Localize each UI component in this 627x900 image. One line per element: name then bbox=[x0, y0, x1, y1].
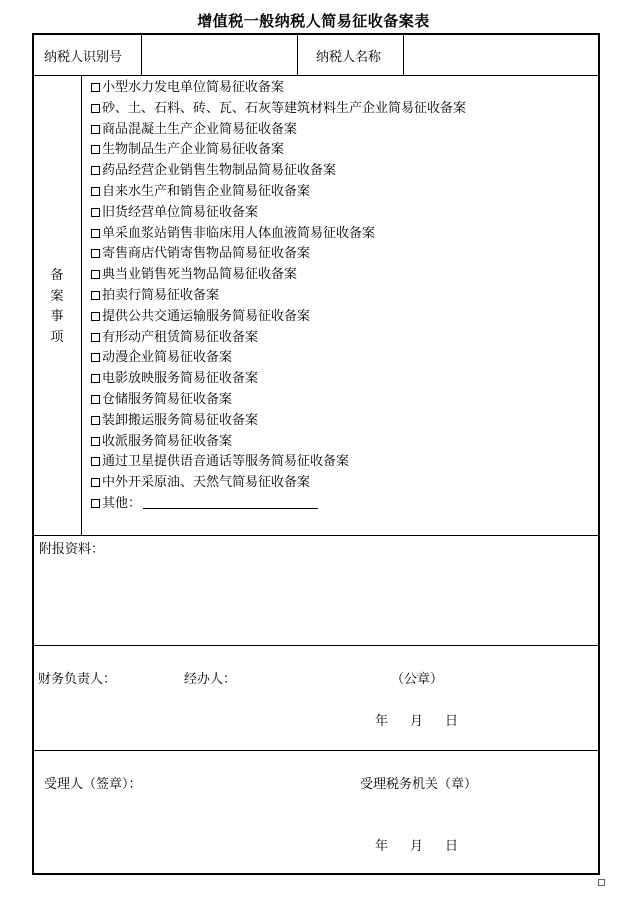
row-divider bbox=[33, 75, 599, 76]
seal-label: （公章） bbox=[391, 672, 444, 687]
checkbox[interactable] bbox=[91, 166, 100, 175]
checkbox[interactable] bbox=[91, 437, 100, 446]
checkbox[interactable] bbox=[91, 270, 100, 279]
date-day: 日 bbox=[445, 839, 459, 854]
other-input-line[interactable] bbox=[143, 496, 318, 509]
item-label: 小型水力发电单位简易征收备案 bbox=[102, 80, 285, 95]
item-label: 自来水生产和销售企业简易征收备案 bbox=[102, 183, 311, 199]
taxpayer-name-label: 纳税人名称 bbox=[316, 50, 382, 65]
item-label: 生物制品生产企业简易征收备案 bbox=[102, 142, 285, 158]
list-item bbox=[91, 99, 466, 120]
checkbox[interactable] bbox=[91, 187, 100, 196]
handler-label: 经办人： bbox=[184, 672, 237, 687]
list-item bbox=[91, 369, 466, 390]
attachments-label: 附报资料： bbox=[39, 542, 105, 557]
list-item bbox=[91, 244, 466, 265]
item-label: 药品经营企业销售生物制品简易征收备案 bbox=[102, 163, 337, 179]
taxpayer-name-field[interactable] bbox=[408, 38, 596, 72]
item-label: 旧货经营单位简易征收备案 bbox=[102, 204, 259, 220]
filing-checklist bbox=[91, 78, 466, 515]
item-label: 商品混凝土生产企业简易征收备案 bbox=[102, 121, 298, 137]
date-day: 日 bbox=[445, 714, 459, 729]
col-divider bbox=[141, 34, 142, 75]
col-divider bbox=[81, 75, 82, 535]
filing-label-char: 事 bbox=[50, 309, 64, 324]
checkbox[interactable] bbox=[91, 457, 100, 466]
list-item bbox=[91, 452, 466, 473]
item-label: 寄售商店代销寄售物品简易征收备案 bbox=[102, 246, 311, 262]
checkbox[interactable] bbox=[91, 291, 100, 300]
checkbox[interactable] bbox=[91, 125, 100, 134]
row-divider bbox=[33, 645, 599, 646]
item-label: 动漫企业简易征收备案 bbox=[102, 350, 233, 366]
checkbox[interactable] bbox=[91, 145, 100, 154]
list-item bbox=[91, 390, 466, 411]
list-item bbox=[91, 182, 466, 203]
item-label: 仓储服务简易征收备案 bbox=[102, 391, 233, 407]
filing-label-char: 项 bbox=[50, 329, 64, 345]
item-label: 装卸搬运服务简易征收备案 bbox=[102, 412, 259, 428]
list-item bbox=[91, 328, 466, 349]
checkbox[interactable] bbox=[91, 374, 100, 383]
taxpayer-id-field[interactable] bbox=[146, 38, 294, 72]
other-label: 其他： bbox=[102, 495, 142, 511]
row-divider bbox=[33, 750, 599, 751]
checkbox[interactable] bbox=[91, 353, 100, 362]
date-year: 年 bbox=[375, 839, 389, 854]
list-item bbox=[91, 161, 466, 182]
item-label: 通过卫星提供语音通话等服务简易征收备案 bbox=[102, 454, 350, 470]
checkbox[interactable] bbox=[91, 312, 100, 321]
item-label: 中外开采原油、天然气简易征收备案 bbox=[102, 475, 311, 491]
filing-items-label bbox=[44, 266, 70, 348]
form-title: 增值税一般纳税人简易征收备案表 bbox=[197, 12, 430, 30]
date-month: 月 bbox=[410, 714, 424, 729]
checkbox[interactable] bbox=[91, 395, 100, 404]
authority-label: 受理税务机关（章） bbox=[360, 777, 478, 792]
list-item-other bbox=[91, 494, 466, 515]
item-label: 收派服务简易征收备案 bbox=[102, 433, 233, 449]
col-divider bbox=[403, 34, 404, 75]
item-label: 典当业销售死当物品简易征收备案 bbox=[102, 267, 298, 283]
list-item bbox=[91, 286, 466, 307]
item-label: 电影放映服务简易征收备案 bbox=[102, 371, 259, 387]
finance-head-label: 财务负责人： bbox=[38, 672, 117, 687]
col-divider bbox=[297, 34, 298, 75]
item-label: 单采血浆站销售非临床用人体血液简易征收备案 bbox=[102, 225, 376, 241]
list-item bbox=[91, 348, 466, 369]
list-item bbox=[91, 265, 466, 286]
item-label: 拍卖行简易征收备案 bbox=[102, 287, 220, 303]
filing-label-char: 案 bbox=[50, 288, 64, 304]
list-item bbox=[91, 140, 466, 161]
receiver-label: 受理人（签章）： bbox=[44, 777, 142, 792]
checkbox[interactable] bbox=[91, 499, 100, 508]
item-label: 有形动产租赁简易征收备案 bbox=[102, 329, 259, 345]
checkbox[interactable] bbox=[91, 229, 100, 238]
item-label: 提供公共交通运输服务简易征收备案 bbox=[102, 308, 311, 324]
list-item bbox=[91, 224, 466, 245]
date-year: 年 bbox=[375, 714, 389, 729]
list-item bbox=[91, 78, 466, 99]
resize-handle[interactable] bbox=[598, 879, 605, 886]
date-month: 月 bbox=[410, 839, 424, 854]
checkbox[interactable] bbox=[91, 208, 100, 217]
checkbox[interactable] bbox=[91, 333, 100, 342]
filing-label-char: 备 bbox=[50, 268, 64, 283]
list-item bbox=[91, 473, 466, 494]
row-divider bbox=[33, 535, 599, 536]
list-item bbox=[91, 203, 466, 224]
list-item bbox=[91, 432, 466, 453]
checkbox[interactable] bbox=[91, 249, 100, 258]
taxpayer-id-label: 纳税人识别号 bbox=[44, 50, 123, 65]
list-item bbox=[91, 411, 466, 432]
item-label: 砂、土、石料、砖、瓦、石灰等建筑材料生产企业简易征收备案 bbox=[102, 100, 467, 116]
checkbox[interactable] bbox=[91, 416, 100, 425]
list-item bbox=[91, 120, 466, 141]
checkbox[interactable] bbox=[91, 478, 100, 487]
checkbox[interactable] bbox=[91, 83, 100, 92]
list-item bbox=[91, 307, 466, 328]
checkbox[interactable] bbox=[91, 104, 100, 113]
